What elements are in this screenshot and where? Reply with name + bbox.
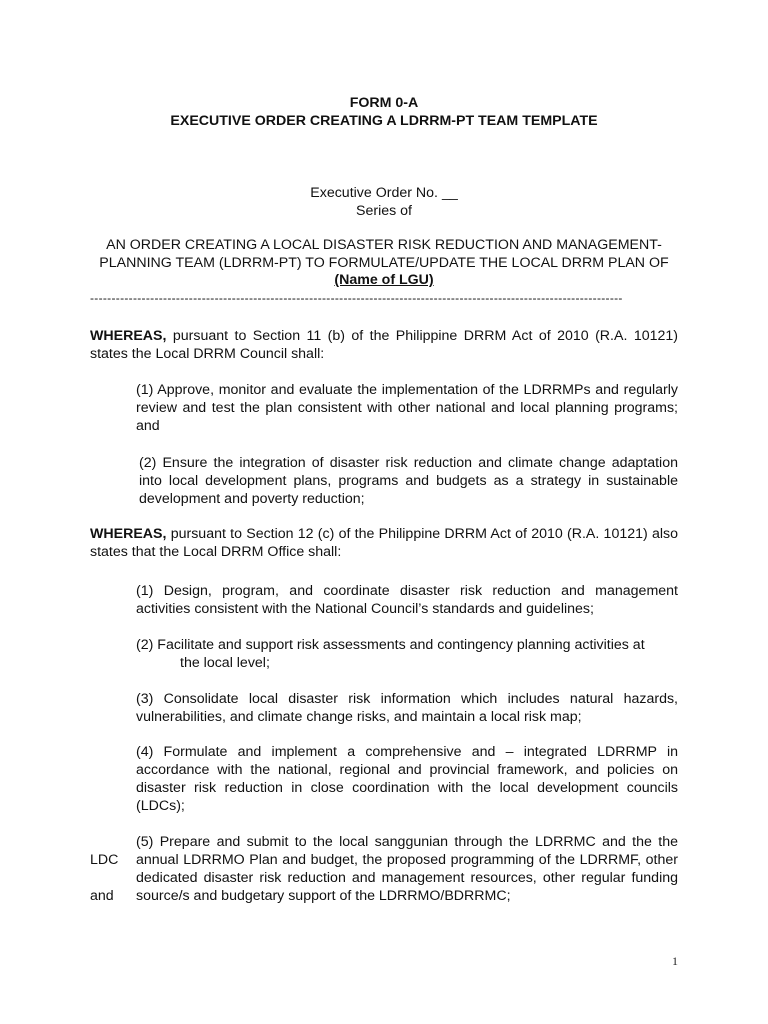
office-duty-5: (5) Prepare and submit to the local sanggunian through the LDRRMC and the the annual LDRRMO Plan and budget, the proposed programming of the LDRRMF, other dedicated disaster risk reduction and management resources, other regular funding source/s and budgetary support of the LDRRMO/BDRRMC; [136, 834, 678, 904]
whereas-text: pursuant to Section 11 (b) of the Philippine DRRM Act of 2010 (R.A. 10121) states the Local DRRM Council shall: [90, 328, 678, 362]
office-duty-2-line-1: (2) Facilitate and support risk assessments and contingency planning activities at [136, 637, 645, 653]
council-duty-1: (1) Approve, monitor and evaluate the implementation of the LDRRMPs and regularly review and test the plan consistent with other national and local planning programs; and [136, 382, 678, 434]
office-duty-1: (1) Design, program, and coordinate disaster risk reduction and management activities consistent with the National Council’s standards and guidelines; [136, 583, 678, 617]
lgu-name-placeholder: (Name of LGU) [334, 272, 434, 288]
council-duty-2: (2) Ensure the integration of disaster risk reduction and climate change adaptation into local development plans, programs and budgets as a strategy in sustainable development and poverty reduction; [139, 455, 678, 507]
whereas-keyword: WHEREAS, [90, 526, 167, 542]
section-divider: ---------------------------------------------------------------------------------------------------------------------------- [90, 291, 623, 305]
office-duty-3: (3) Consolidate local disaster risk information which includes natural hazards, vulnerabilities, and climate change risks, and maintain a local risk map; [136, 691, 678, 725]
whereas-keyword: WHEREAS, [90, 328, 167, 344]
executive-order-number: Executive Order No. __ [310, 185, 458, 201]
whereas-clause-2 [90, 525, 678, 561]
order-title-text: AN ORDER CREATING A LOCAL DISASTER RISK REDUCTION AND MANAGEMENT- PLANNING TEAM (LDRRM-PT) TO FORMULATE/UPDATE THE LOCAL DRRM PLAN OF [99, 237, 669, 271]
form-title: EXECUTIVE ORDER CREATING A LDRRM-PT TEAM TEMPLATE [170, 113, 598, 129]
series-label: Series of [356, 203, 412, 219]
form-code: FORM 0-A [349, 95, 419, 111]
whereas-clause-1 [90, 327, 678, 363]
office-duty-2 [136, 636, 678, 672]
order-title [90, 237, 678, 290]
page-number: 1 [672, 954, 678, 968]
office-duty-2-line-2: the local level; [180, 655, 270, 671]
office-duty-4: (4) Formulate and implement a comprehensive and – integrated LDRRMP in accordance with the national, regional and provincial framework, and policies on disaster risk reduction in close coordination with the local development councils (LDCs); [136, 744, 678, 814]
margin-text-ldc: LDC [90, 852, 119, 868]
whereas-text: pursuant to Section 12 (c) of the Philippine DRRM Act of 2010 (R.A. 10121) also states that the Local DRRM Office shall: [90, 526, 678, 560]
margin-text-and: and [90, 888, 114, 904]
